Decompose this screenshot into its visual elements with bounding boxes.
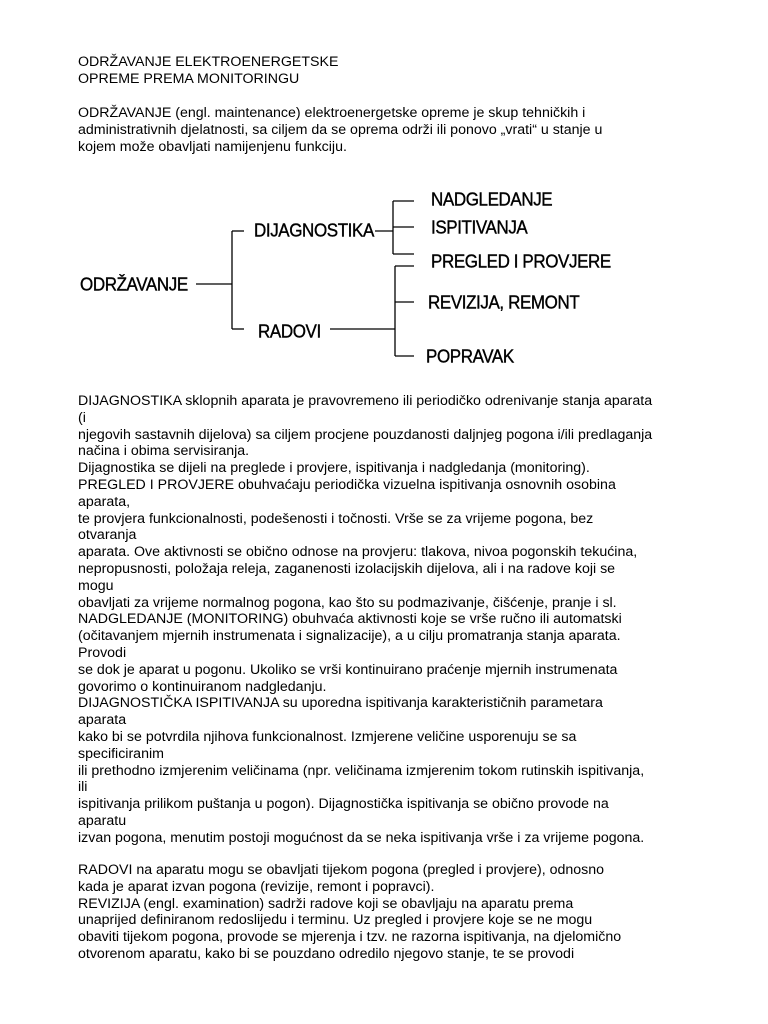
node-revizija-remont: REVIZIJA, REMONT [428,292,580,313]
maintenance-tree-diagram [0,180,768,380]
title-line-1: ODRŽAVANJE ELEKTROENERGETSKE [78,54,339,70]
radovi-section: RADOVI na aparatu mogu se obavljati tijekom pogona (pregled i provjere), odnosno kada je aparat izvan pogona (revizije, remont i popravci). REVIZIJA (engl. examination) sadrži radove koji se obavljaju na aparatu prema unaprijed definiranom redoslijedu i terminu. Uz pregled i provjere koje se ne mogu obaviti tijekom pogona, provode se mjerenja i tzv. ne razorna ispitivanja, na djelomično otvorenom aparatu, kako bi se pouzdano odredilo njegovo stanje, te se provodi [78,862,622,962]
node-radovi: RADOVI [258,321,321,342]
node-popravak: POPRAVAK [426,346,514,367]
intro-paragraph: ODRŽAVANJE (engl. maintenance) elektroenergetske opreme je skup tehničkih i administrativnih djelatnosti, sa ciljem da se oprema održi ili ponovo „vrati“ u stanje u kojem može obavljati namijenjenu funkciju. [78,105,603,155]
node-dijagnostika: DIJAGNOSTIKA [254,220,374,241]
node-odrzavanje: ODRŽAVANJE [80,274,188,295]
dijagnostika-section: DIJAGNOSTIKA sklopnih aparata je pravovremeno ili periodičko odrenivanje stanja aparata (i njegovih sastavnih dijelova) sa ciljem procjene pouzdanosti daljnjeg pogona i/ili predlaganja načina i obima servisiranja. Dijagnostika se dijeli na preglede i provjere, ispitivanja i nadgledanja (monitoring). PREGLED I PROVJERE obuhvaćaju periodička vizuelna ispitivanja osnovnih osobina aparata, te provjera funkcionalnosti, podešenosti i točnosti. Vrše se za vrijeme pogona, bez otvaranja aparata. Ove aktivnosti se obično odnose na provjeru: tlakova, nivoa pogonskih tekućina, nepropusnosti, položaja releja, zaganenosti izolacijskih dijelova, ali i na radove koji se mogu obavljati za vrijeme normalnog pogona, kao što su podmazivanje, čišćenje, pranje i sl. NADGLEDANJE (MONITORING) obuhvaća aktivnosti koje se vrše ručno ili automatski (očitavanjem mjernih instrumenata i signalizacije), a u cilju promatranja stanja aparata. Provodi se dok je aparat u pogonu. Ukoliko se vrši kontinuirano praćenje mjernih instrumenata govorimo o kontinuiranom nadgledanju. DIJAGNOSTIČKA ISPITIVANJA su uporedna ispitivanja karakterističnih parametara aparata kako bi se potvrdila njihova funkcionalnost. Izmjerene veličine usporenuju se sa specificiranim ili prethodno izmjerenim veličinama (npr. veličinama izmjerenim tokom rutinskih ispitivanja, ili ispitivanja prilikom puštanja u pogon). Dijagnostička ispitivanja se obično provode na aparatu izvan pogona, menutim postoji mogućnost da se neka ispitivanja vrše i za vrijeme pogona. [78,393,653,846]
title-line-2: OPREME PREMA MONITORINGU [78,71,300,87]
node-pregled-i-provjere: PREGLED I PROVJERE [431,251,611,272]
node-ispitivanja: ISPITIVANJA [431,217,528,238]
document-title [78,54,338,88]
node-nadgledanje: NADGLEDANJE [431,189,553,210]
